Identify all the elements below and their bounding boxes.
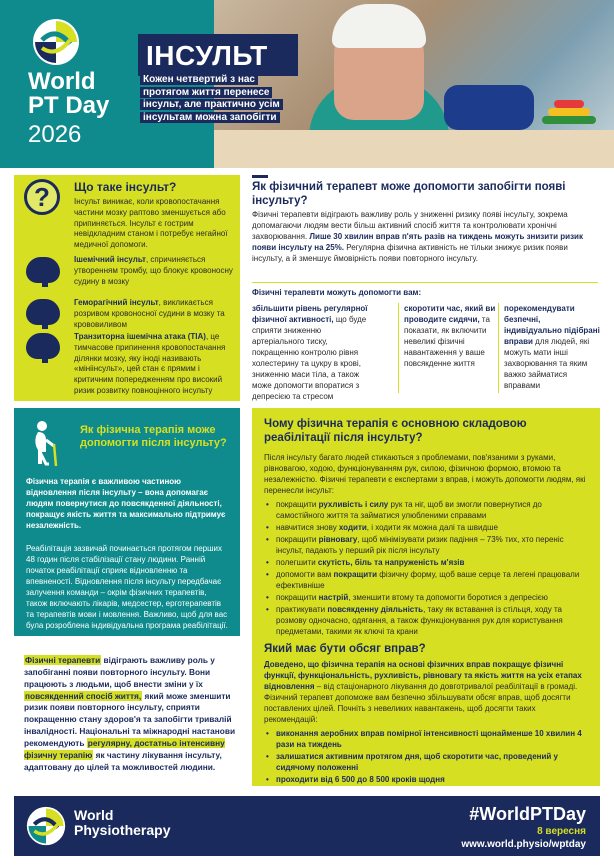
- logo-year: 2026: [28, 121, 82, 148]
- footer-brand: World Physiotherapy: [74, 807, 171, 839]
- website-link[interactable]: www.world.physio/wptday: [461, 839, 586, 850]
- hashtag: #WorldPTDay: [469, 804, 586, 824]
- prevention-paragraph: Фізичні терапевти відіграють важливу роль у зниженні ризику появі інсульту, зокрема допомагаючи людям вести більш активний спосіб життя та контролювати хронічні захворювання. Лише 30 хвилин вправ п'ять разів на тиждень можуть знизити ризик появи інсульту на 25%. Регулярна фізична активність не тільки знижує ризик появи інсульту, а й зменшує ймовірність появи повторного інсульту.: [252, 210, 583, 264]
- list-item: • покращити рухливість і силу рук та ніг, щоб ви змогли повернутися до самостійного життя та займатися улюбленими справами: [264, 499, 588, 521]
- recommendations-list: [264, 728, 588, 785]
- logo-word-world: World: [28, 68, 96, 95]
- help-item-sitting: скоротити час, який ви проводите сидячи, та показати, як включити невеликі фізичні навантаження у ваше повсякденне життя: [404, 304, 496, 369]
- secondary-prevention-text: Фізичні терапевти відіграють важливу роль у запобіганні появи повторного інсульту. Вони працюють з людьми, щоб внести зміни у їх повсякденний спосіб життя, який може зменшити ризик появи повторного інсульту, сприяти покращенню стану здоров'я та запобігти тривалій інвалідності. Національні та міжнародні настанови рекомендують регулярну, достатньо інтенсивну фізичну терапію як частину лікування інсульту, адаптовану до цілей та можливостей людини.: [24, 655, 236, 772]
- rehab-benefits-list: [264, 499, 588, 637]
- event-date: 8 вересня: [537, 826, 586, 837]
- exercise-amount-heading: Який має бути обсяг вправ?: [264, 643, 426, 656]
- prevention-heading: Як фізичний терапевт може допомогти запобігти появі інсульту?: [252, 181, 566, 207]
- list-item: • виконання аеробних вправ помірної інтенсивності щонайменше 10 хвилин 4 рази на тиждень: [264, 728, 588, 750]
- page-title: ІНСУЛЬТ: [146, 40, 268, 71]
- logo-word-ptday: PT Day: [28, 91, 110, 119]
- help-label: Фізичні терапевти можуть допомогти вам:: [252, 288, 422, 297]
- list-item: • залишатися активним протягом дня, щоб скоротити час, проведений у сидячому положенні: [264, 751, 588, 773]
- list-item: • навчитися знову ходити, і ходити як можна далі та швидше: [264, 522, 588, 533]
- ischemic-stroke-item: Ішемічний інсульт, спричиняється утворенням тромбу, що блокує кровоносну судину в мозку: [74, 255, 233, 286]
- brain-icon: [26, 257, 60, 283]
- help-item-exercises: порекомендувати безпечні, індивідуально підібрані вправи для людей, які можуть мати інші захворювання та яким важко займатися вправами: [504, 304, 600, 391]
- rehab-paragraph: Реабілітація зазвичай починається протягом перших 48 годин після стабілізації стану людини. Ранній початок реабілітації сприяє відновленню та впевненості. Відновлення після інсульту передбачає залучення команди – окрім фізичних терапевтів, також включають лікарів, медсестер, ерготерапевтів та терапевтів мови і мовлення. Важливо, щоб для вас була розроблена індивідуальна програма реабілітації.: [26, 544, 228, 631]
- rehab-heading: Як фізична терапія може допомогти після інсульту?: [80, 424, 227, 450]
- footer: [14, 796, 600, 856]
- tia-item: Транзиторна ішемічна атака (TIA), це тимчасове припинення кровопостачання ділянки мозку, яку іноді називають «мініінсульт», цей стан є прямим і критичним попередженням про високий ризик розвитку повноцінного інсульту: [74, 332, 226, 395]
- what-is-stroke-heading: Що таке інсульт?: [74, 180, 177, 194]
- help-item-activity: збільшити рівень регулярної фізичної активності, що буде сприяти зниженню артеріального тиску, покращенню контролю рівня холестерину та цукру в крові, зниженню маси тіла, а також може допомогти впоратися з депресією та стресом: [252, 304, 368, 402]
- elderly-person-with-cane-icon: [26, 420, 64, 468]
- page-subtitle: Кожен четвертий з нас протягом життя перенесе інсульт, але практично усім інсультам можна запобігти: [140, 74, 283, 123]
- list-item: • покращити рівновагу, щоб мінімізувати ризик падіння – 73% тих, хто переніс інсульт, падають у перший рік після інсульту: [264, 534, 588, 556]
- world-pt-logo-icon: [32, 18, 80, 66]
- why-rehab-panel: [252, 408, 600, 786]
- brain-icon: [26, 333, 60, 359]
- world-pt-day-logo: [22, 18, 132, 168]
- rehab-bold-paragraph: Фізична терапія є важливою частиною відновлення після інсульту – вона допомагає людям повернутися до повсякденної діяльності, покращує якість життя та максимально підтримує незалежність.: [26, 477, 226, 531]
- list-item: • допомогти вам покращити фізичну форму, щоб ваше серце та легені працювали ефективніше: [264, 569, 588, 591]
- brain-icon: [26, 299, 60, 325]
- world-physiotherapy-logo-icon: [26, 806, 66, 846]
- list-item: • покращити настрій, зменшити втому та допомогти боротися з депресією: [264, 592, 588, 603]
- why-rehab-heading: Чому фізична терапія є основною складовою реабілітації після інсульту?: [264, 418, 527, 444]
- rehab-panel: [14, 408, 240, 636]
- hemorrhagic-stroke-item: Геморагічний інсульт, викликається розривом кровоносної судини в мозку та крововиливом: [74, 298, 225, 329]
- what-is-stroke-intro: Інсульт виникає, коли кровопостачання частини мозку раптово зменшується або припиняється. Інсульт є гострим невідкладним станом і потребує негайної медичної допомоги.: [74, 197, 228, 250]
- why-rehab-intro: Після інсульту багато людей стикаються з проблемами, пов'язаними з руками, рівновагою, ходою, функціонуванням рук, силою, фізичною формою, втомою та незалежністю. Фізичні терапевти є експертами з вправ, і можуть допомогти людям, які перенесли інсульт:: [264, 452, 586, 495]
- what-is-stroke-panel: [14, 175, 240, 401]
- list-item: • проходити від 6 500 до 8 500 кроків щодня: [264, 774, 588, 785]
- list-item: • практикувати повсякденну діяльність, таку як вставання із стільця, ходу та розмову одночасно, одягання, а також функціонування рук для користування предметами, такими як ключі та крани: [264, 604, 588, 637]
- header-banner: [0, 0, 614, 168]
- exercise-amount-paragraph: Доведено, що фізична терапія на основі фізичних вправ покращує фізичні функції, функціональність, рухливість, рівновагу та якість життя на усіх етапах відновлення – від стаціонарного лікування до довготривалої реабілітації в громаді. Фізичний терапевт допоможе вам безпечно збільшувати обсяг вправ, щоб досягти поставлених цілей. Почніть з невеликих навантажень, щоб досягти таких рекомендацій:: [264, 659, 582, 725]
- list-item: • полегшити скутість, біль та напруженість м'язів: [264, 557, 588, 568]
- question-mark-icon: ?: [24, 179, 60, 215]
